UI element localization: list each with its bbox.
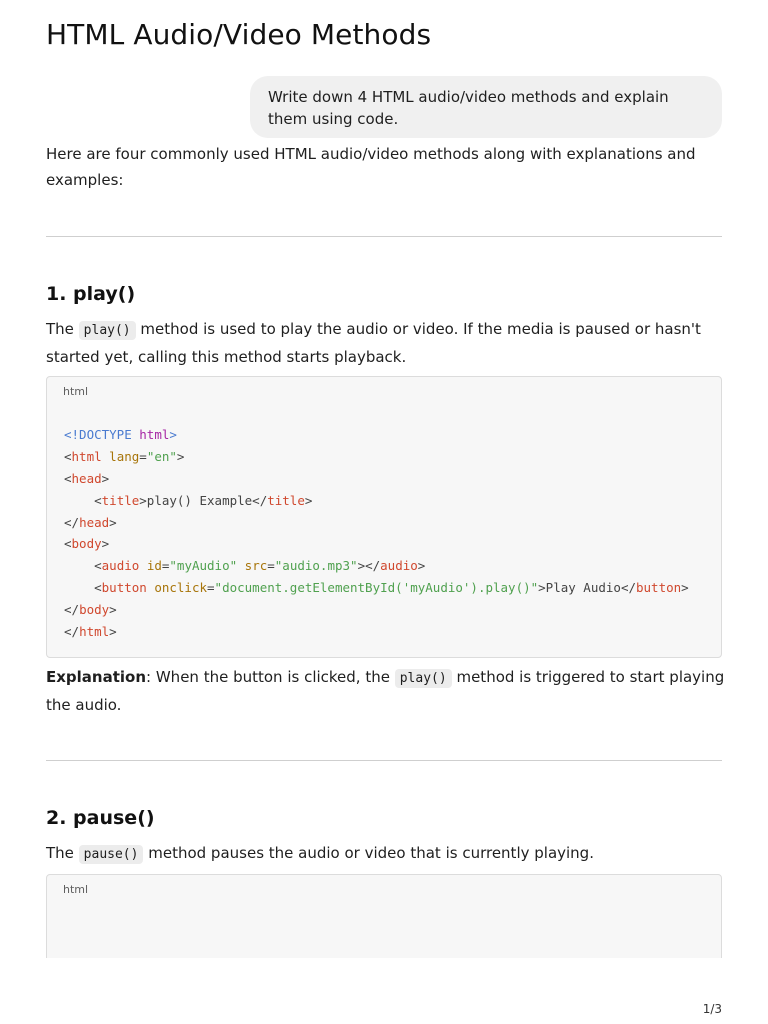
code-token: src	[244, 558, 268, 574]
code-token: >	[109, 602, 117, 618]
section-description-pause	[46, 840, 726, 868]
page-number: 1/3	[702, 1002, 722, 1016]
code-token: body	[79, 602, 110, 618]
explanation-text: : When the button is clicked, the	[146, 668, 395, 686]
code-token: title	[101, 492, 140, 508]
code-token: html	[139, 427, 170, 442]
code-token: id	[146, 558, 162, 574]
code-token: </	[64, 624, 80, 640]
code-language-label: html	[63, 385, 89, 398]
code-token: <	[64, 492, 102, 508]
code-token: head	[79, 514, 110, 530]
code-token: >	[101, 536, 110, 552]
section-heading-pause: 2. pause()	[46, 807, 155, 829]
page-bottom-margin	[0, 958, 768, 1002]
code-token: </	[64, 514, 80, 530]
code-token: <	[64, 580, 102, 596]
code-line	[64, 424, 689, 446]
code-token: >	[109, 514, 117, 530]
code-token: lang	[109, 448, 140, 464]
intro-text: Here are four commonly used HTML audio/video methods along with explanations and examples:	[46, 145, 696, 189]
description-text: The	[46, 844, 79, 862]
code-language-label: html	[63, 883, 89, 896]
code-token: "myAudio"	[169, 558, 238, 574]
code-token: html	[71, 448, 102, 464]
code-token: audio	[101, 558, 140, 574]
code-token: =	[161, 558, 170, 574]
code-token: >Play Audio</	[538, 580, 636, 596]
code-line	[64, 490, 689, 512]
code-token: "audio.mp3"	[274, 558, 358, 574]
section-heading-play: 1. play()	[46, 283, 136, 305]
code-token: button	[101, 580, 147, 596]
page-title: HTML Audio/Video Methods	[46, 18, 432, 51]
code-line	[64, 555, 689, 577]
divider	[46, 760, 722, 761]
code-token	[139, 558, 147, 573]
code-line	[64, 512, 689, 534]
code-line	[64, 468, 689, 490]
code-token: >	[304, 492, 313, 508]
code-token: </	[64, 602, 80, 618]
code-token: =	[267, 558, 275, 574]
code-line	[64, 599, 689, 621]
code-token: <!DOCTYPE	[64, 427, 140, 442]
code-token: <	[64, 558, 102, 574]
description-text: method pauses the audio or video that is currently playing.	[143, 844, 594, 862]
code-token: audio	[380, 558, 418, 574]
code-token: ></	[357, 558, 381, 574]
code-token: >	[169, 427, 177, 442]
code-token: html	[79, 624, 110, 640]
code-token: "en"	[146, 448, 177, 464]
code-token: <	[64, 448, 72, 464]
code-token: >	[109, 624, 117, 640]
divider	[46, 236, 722, 237]
code-token: >	[417, 558, 426, 574]
code-lines	[64, 424, 689, 643]
inline-code: play()	[395, 669, 452, 688]
code-token: >	[176, 448, 185, 464]
code-token: "document.getElementById('myAudio').play()"	[214, 580, 539, 596]
code-token: >	[101, 470, 110, 486]
explanation-label: Explanation	[46, 668, 147, 686]
code-token	[237, 558, 245, 573]
code-token: button	[636, 580, 682, 596]
code-token: <	[64, 536, 72, 552]
code-token: body	[71, 536, 102, 552]
description-text: The	[46, 320, 79, 338]
code-line	[64, 446, 689, 468]
code-token: head	[71, 470, 102, 486]
code-token: =	[139, 448, 147, 464]
explanation-play	[46, 664, 726, 718]
section-description-play	[46, 316, 726, 370]
user-message-bubble: Write down 4 HTML audio/video methods and explain them using code.	[250, 76, 722, 138]
code-line	[64, 533, 689, 555]
description-text: method is used to play the audio or video. If the media is paused or hasn't started yet, calling this method starts playback.	[46, 320, 701, 366]
code-token: >	[681, 580, 689, 596]
code-line	[64, 621, 689, 643]
explanation-text: method is triggered to start playing the audio.	[46, 668, 725, 714]
code-line	[64, 577, 689, 599]
code-token: =	[207, 580, 215, 596]
inline-code: play()	[79, 321, 136, 340]
code-token: onclick	[154, 580, 208, 596]
code-block-play	[46, 376, 722, 658]
code-token: title	[267, 492, 305, 508]
code-token: >play() Example</	[139, 492, 268, 508]
inline-code: pause()	[79, 845, 144, 864]
code-token: <	[64, 470, 72, 486]
